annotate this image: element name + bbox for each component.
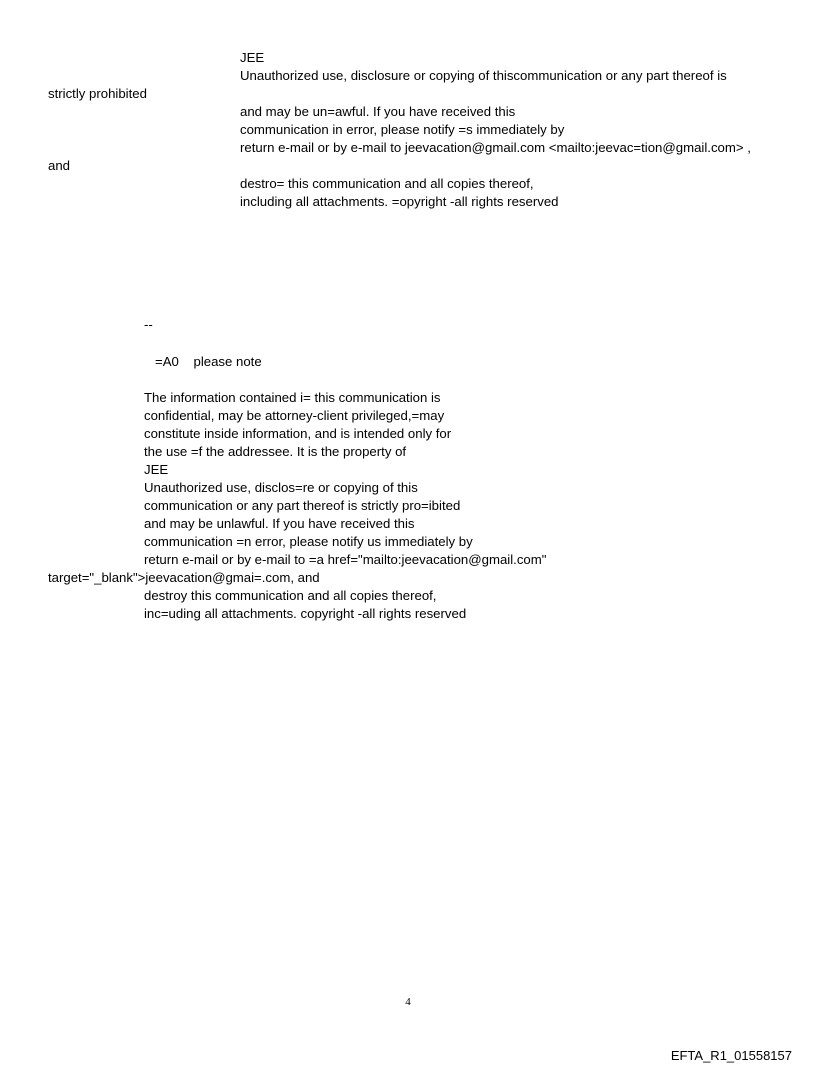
text-line: inc=uding all attachments. copyright -all rights reserved xyxy=(144,606,467,621)
document-id: EFTA_R1_01558157 xyxy=(670,1048,792,1063)
text-line: return e-mail or by e-mail to jeevacation@gmail.com <mailto:jeevac=tion@gmail.com> , xyxy=(240,140,751,155)
text-line: destroy this communication and all copies thereof, xyxy=(144,588,437,603)
text-line: the use =f the addressee. It is the property of xyxy=(144,444,407,459)
text-line: Unauthorized use, disclosure or copying of thiscommunication or any part thereof is xyxy=(240,68,727,83)
separator: -- xyxy=(144,317,153,332)
text-line: The information contained i= this communication is xyxy=(144,390,441,405)
text-line: including all attachments. =opyright -all rights reserved xyxy=(240,194,559,209)
text-line: JEE xyxy=(144,462,169,477)
text-line: communication in error, please notify =s immediately by xyxy=(240,122,565,137)
text-line: confidential, may be attorney-client privileged,=may xyxy=(144,408,445,423)
text-line: destro= this communication and all copies thereof, xyxy=(240,176,534,191)
text-line: and xyxy=(48,158,71,173)
text-line: communication or any part thereof is strictly pro=ibited xyxy=(144,498,461,513)
text-line: strictly prohibited xyxy=(48,86,147,101)
note-line: =A0 please note xyxy=(155,354,262,369)
text-line: JEE xyxy=(240,50,265,65)
text-line: and may be unlawful. If you have received this xyxy=(144,516,415,531)
text-line: communication =n error, please notify us immediately by xyxy=(144,534,473,549)
page-number: 4 xyxy=(405,996,411,1008)
text-line: return e-mail or by e-mail to =a href="mailto:jeevacation@gmail.com" xyxy=(144,552,547,567)
text-line: target="_blank">jeevacation@gmai=.com, and xyxy=(48,570,320,585)
text-line: constitute inside information, and is intended only for xyxy=(144,426,452,441)
text-line: Unauthorized use, disclos=re or copying of this xyxy=(144,480,418,495)
text-line: and may be un=awful. If you have received this xyxy=(240,104,516,119)
